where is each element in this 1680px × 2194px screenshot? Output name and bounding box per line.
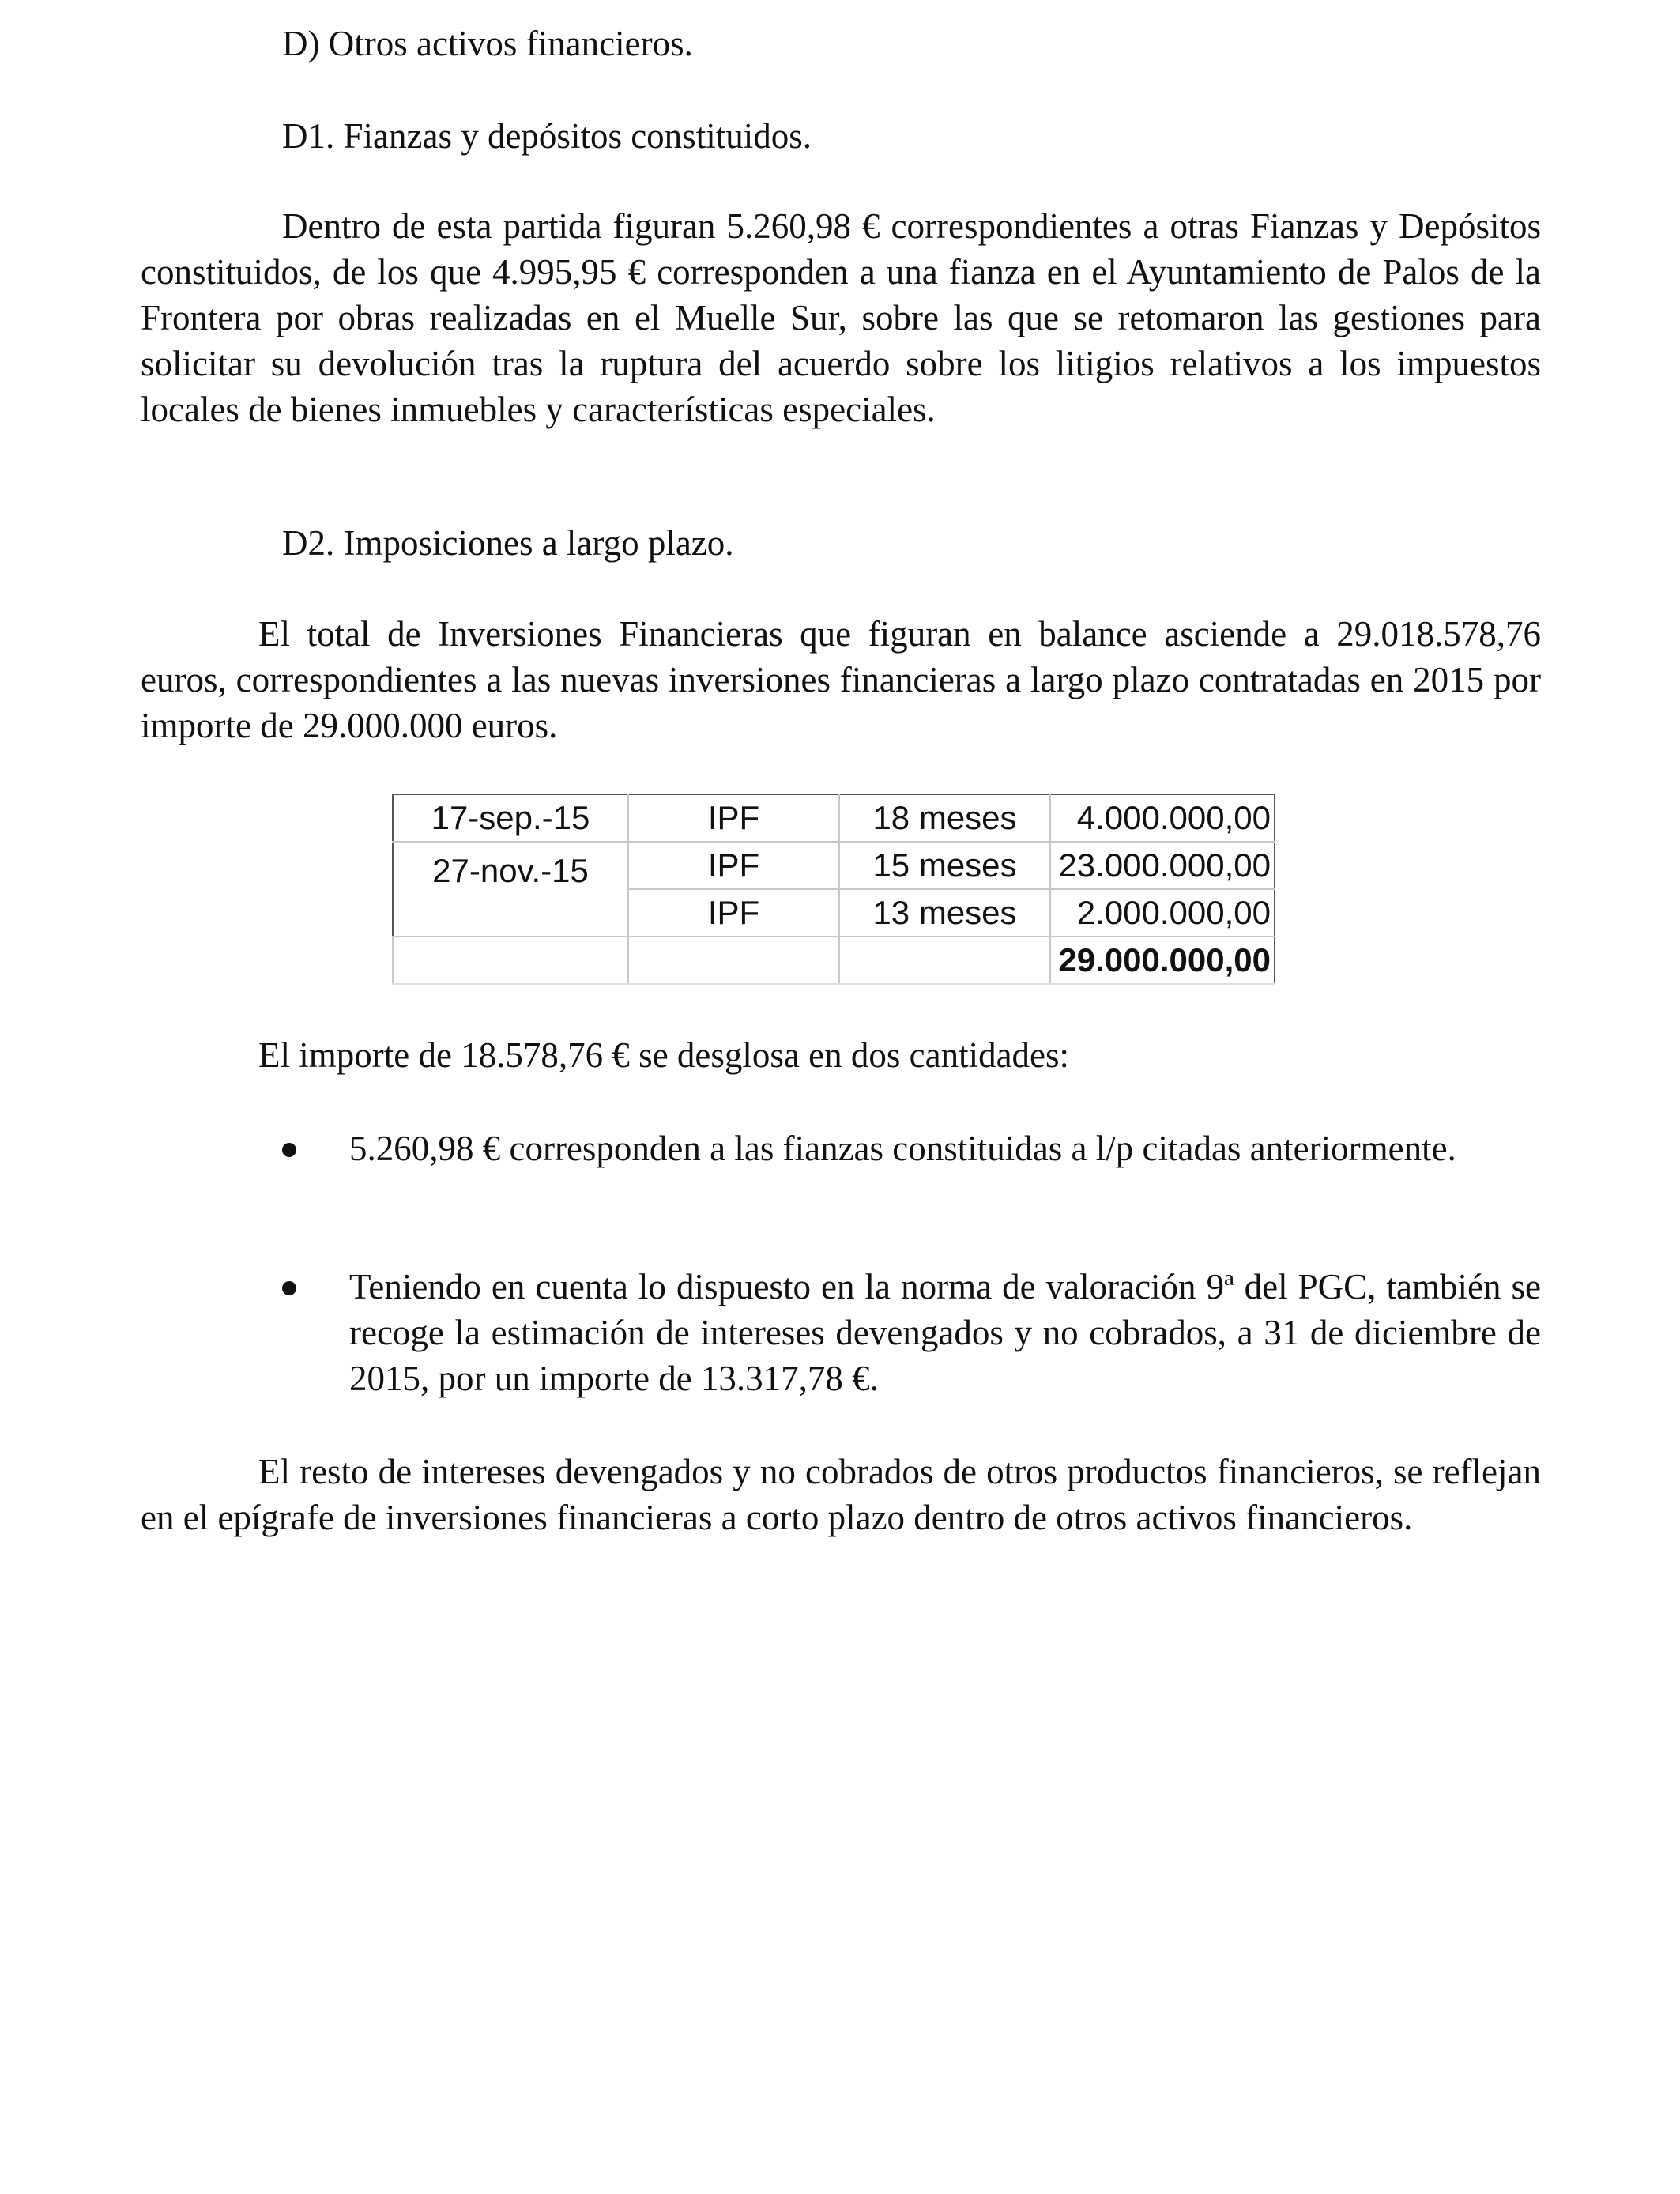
table-cell-amount: 23.000.000,00 — [1050, 842, 1275, 889]
paragraph-inversiones: El total de Inversiones Financieras que figuran en balance asciende a 29.018.578,76 euros, correspondientes a las nuevas inversiones financieras a largo plazo contratadas en 2015 por importe de 29.000.000 euros. — [141, 614, 1541, 745]
table-cell-date: 17-sep.-15 — [393, 794, 628, 842]
table-cell-term: 18 meses — [839, 794, 1050, 842]
table-cell-term: 15 meses — [839, 842, 1050, 889]
table-cell-amount: 2.000.000,00 — [1050, 889, 1275, 937]
paragraph-fianzas: Dentro de esta partida figuran 5.260,98 € correspondientes a otras Fianzas y Depósitos constituidos, de los que 4.995,95 € corresponden a una fianza en el Ayuntamiento de Palos de la Frontera por obras realizadas en el Muelle Sur, sobre las que se retomaron las gestiones para solicitar su devolución tras la ruptura del acuerdo sobre los litigios relativos a los impuestos locales de bienes inmuebles y características especiales. — [141, 206, 1541, 429]
list-item-text: 5.260,98 € corresponden a las fianzas constituidas a l/p citadas anteriormente. — [349, 1129, 1456, 1168]
table-cell-type: IPF — [628, 794, 839, 842]
table-cell-amount: 4.000.000,00 — [1050, 794, 1275, 842]
list-item — [282, 1125, 1541, 1217]
bullet-icon — [282, 1281, 296, 1295]
table-row — [393, 794, 1275, 842]
section-heading-d: D) Otros activos financieros. — [282, 24, 693, 63]
table-cell-date: 27-nov.-15 — [393, 842, 628, 937]
list-item — [282, 1264, 1541, 1401]
table-cell-empty — [628, 937, 839, 984]
table-cell-empty — [393, 937, 628, 984]
table-cell-term: 13 meses — [839, 889, 1050, 937]
table-cell-type: IPF — [628, 842, 839, 889]
section-heading-d1: D1. Fianzas y depósitos constituidos. — [282, 116, 812, 156]
table-cell-empty — [839, 937, 1050, 984]
bullet-icon — [282, 1143, 296, 1157]
table-cell-total: 29.000.000,00 — [1050, 937, 1275, 984]
section-heading-d2: D2. Imposiciones a largo plazo. — [282, 523, 734, 563]
paragraph-final: El resto de intereses devengados y no cobrados de otros productos financieros, se reflejan en el epígrafe de inversiones financieras a corto plazo dentro de otros activos financieros. — [141, 1452, 1541, 1537]
investments-table — [392, 794, 1275, 985]
table-cell-type: IPF — [628, 889, 839, 937]
table-total-row — [393, 937, 1275, 984]
table-row — [393, 842, 1275, 889]
paragraph-desglose: El importe de 18.578,76 € se desglosa en dos cantidades: — [258, 1035, 1070, 1075]
list-item-text: Teniendo en cuenta lo dispuesto en la norma de valoración 9ª del PGC, también se recoge la estimación de intereses devengados y no cobrados, a 31 de diciembre de 2015, por un importe de 13.317,78 €. — [349, 1267, 1541, 1398]
